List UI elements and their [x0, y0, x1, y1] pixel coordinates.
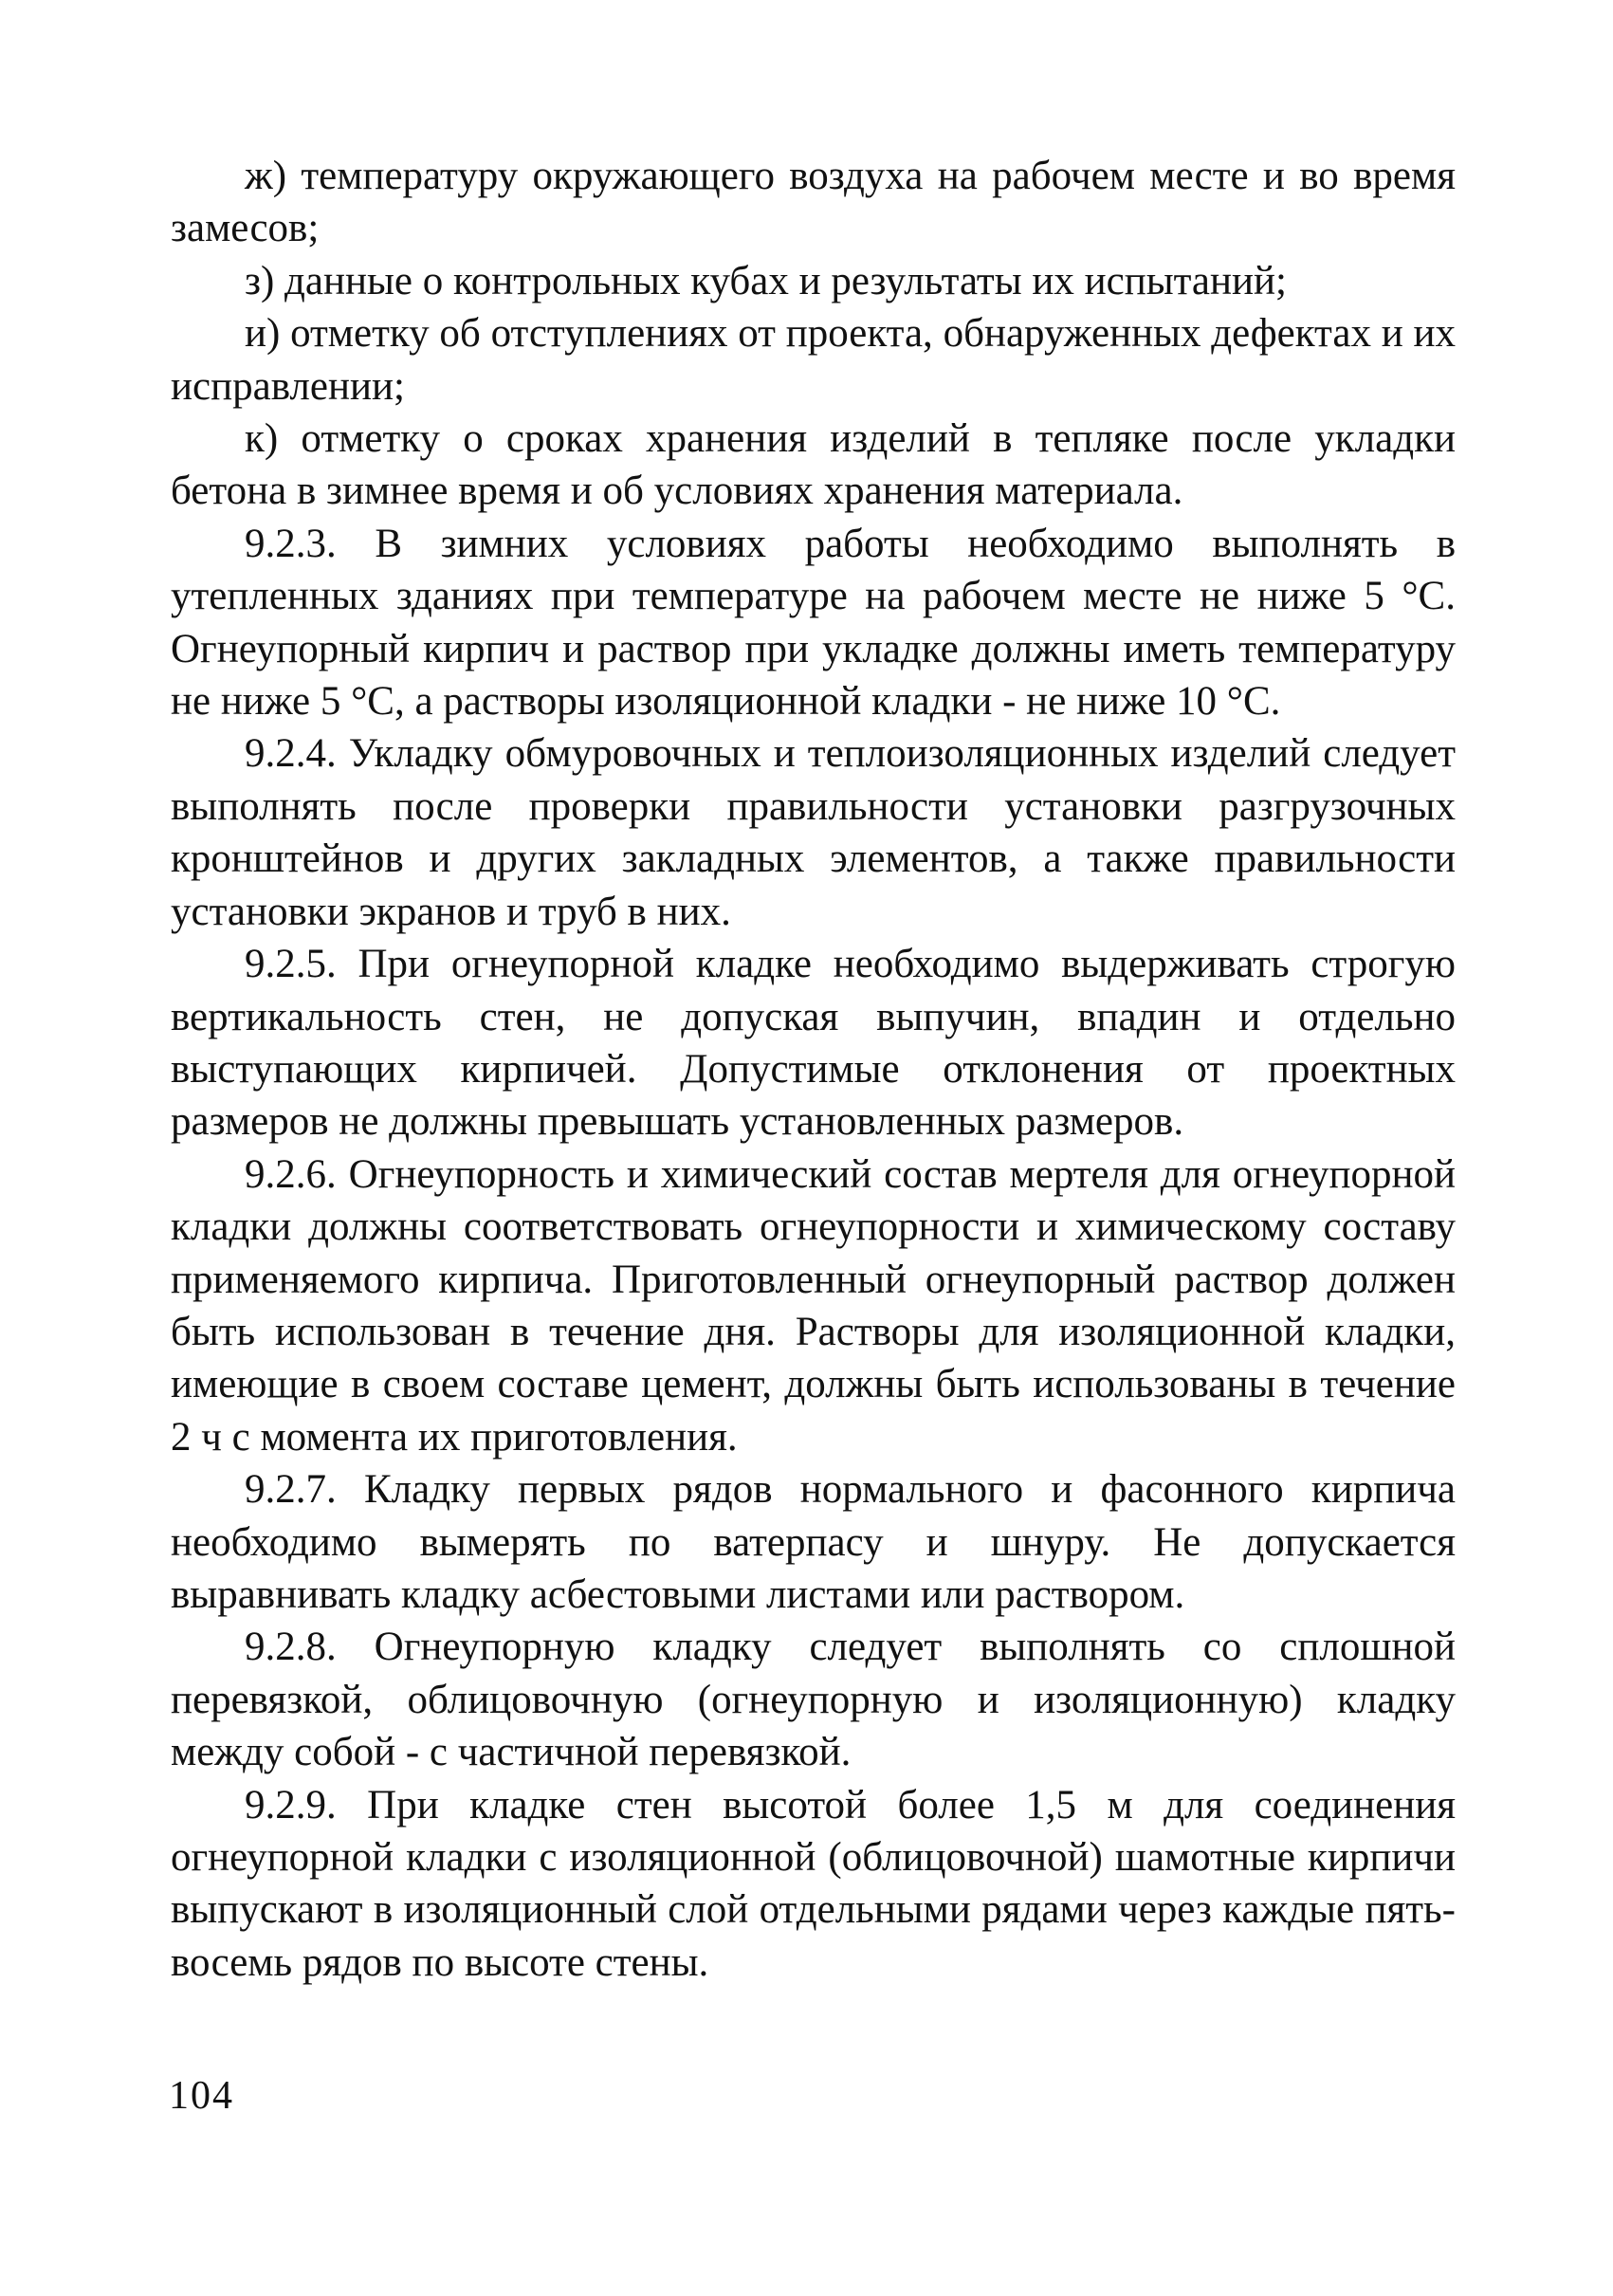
paragraph-9-2-3: 9.2.3. В зимних условиях работы необходимо выполнять в утепленных зданиях при температуре на рабочем месте не ниже 5 °С. Огнеупорный кирпич и раствор при укладке должны иметь температуру не ниже 5 °С, а растворы изоляционной кладки - не ниже 10 °С. [171, 521, 1456, 725]
paragraph-k: к) отметку о сроках хранения изделий в тепляке после укладки бетона в зимнее время и об условиях хранения материала. [171, 416, 1456, 514]
body-text [171, 150, 1456, 1989]
paragraph-9-2-4: 9.2.4. Укладку обмуровочных и теплоизоляционных изделий следует выполнять после проверки правильности установки разгрузочных кронштейнов и других закладных элементов, а также правильности установки экранов и труб в них. [171, 731, 1456, 934]
paragraph-zh: ж) температуру окружающего воздуха на рабочем месте и во время замесов; [171, 154, 1456, 251]
paragraph-9-2-7: 9.2.7. Кладку первых рядов нормального и фасонного кирпича необходимо вымерять по ватерпасу и шнуру. Не допускается выравнивать кладку асбестовыми листами или раствором. [171, 1467, 1456, 1617]
page-number: 104 [169, 2074, 234, 2118]
paragraph-9-2-5: 9.2.5. При огнеупорной кладке необходимо выдерживать строгую вертикальность стен, не допуская выпучин, впадин и отдельно выступающих кирпичей. Допустимые отклонения от проектных размеров не должны превышать установленных размеров. [171, 942, 1456, 1145]
paragraph-9-2-6: 9.2.6. Огнеупорность и химический состав мертеля для огнеупорной кладки должны соответствовать огнеупорности и химическому составу применяемого кирпича. Приготовленный огнеупорный раствор должен быть использован в течение дня. Растворы для изоляционной кладки, имеющие в своем составе цемент, должны быть использованы в течение 2 ч с момента их приготовления. [171, 1151, 1456, 1460]
paragraph-9-2-8: 9.2.8. Огнеупорную кладку следует выполнять со сплошной перевязкой, облицовочную (огнеупорную и изоляционную) кладку между собой - с частичной перевязкой. [171, 1625, 1456, 1775]
paragraph-9-2-9: 9.2.9. При кладке стен высотой более 1,5 м для соединения огнеупорной кладки с изоляционной (облицовочной) шамотные кирпичи выпускают в изоляционный слой отдельными рядами через каждые пять-восемь рядов по высоте стены. [171, 1782, 1456, 1985]
paragraph-i: и) отметку об отступлениях от проекта, обнаруженных дефектах и их исправлении; [171, 311, 1456, 409]
paragraph-z: з) данные о контрольных кубах и результаты их испытаний; [245, 258, 1287, 303]
